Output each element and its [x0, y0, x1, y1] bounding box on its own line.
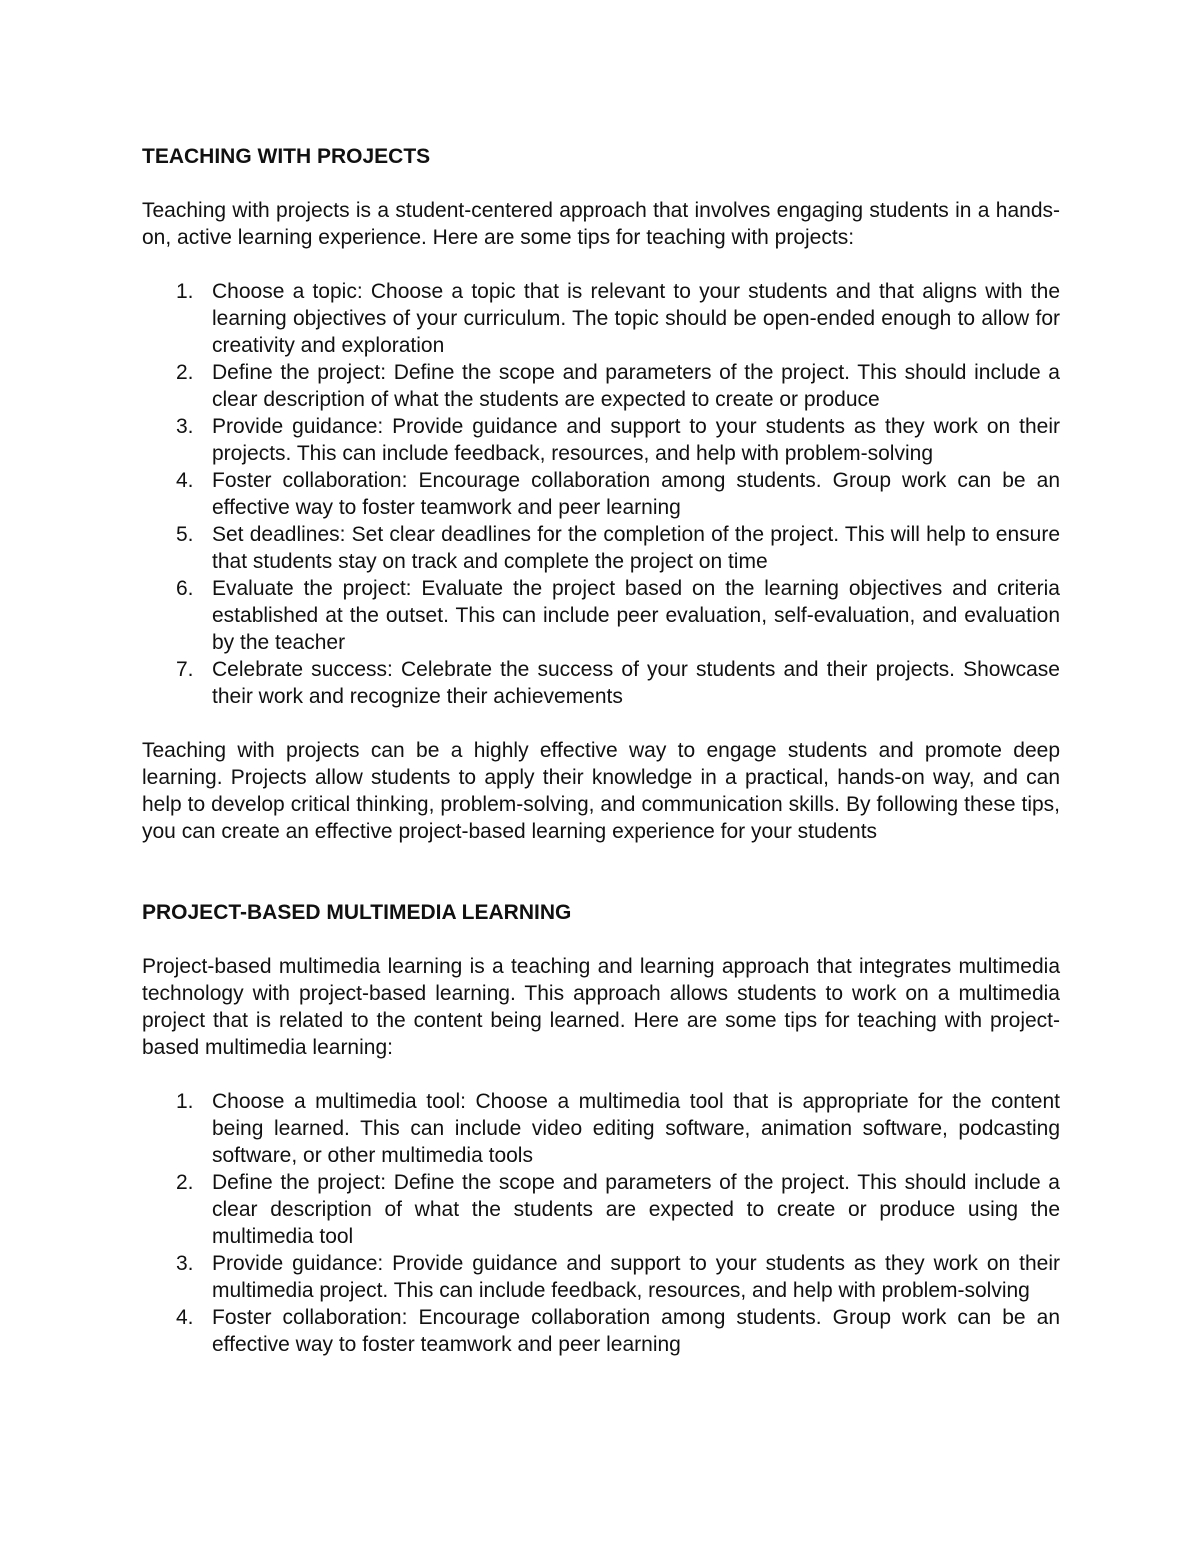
- list-item-number: 5.: [176, 523, 194, 546]
- list-item-text: Define the project: Define the scope and parameters of the project. This should include a clear description of what the students are expected to create or produce using the multimedia tool: [212, 1171, 1060, 1248]
- tips-list-teaching-with-projects: [142, 278, 1060, 710]
- list-item-text: Foster collaboration: Encourage collaboration among students. Group work can be an effective way to foster teamwork and peer learning: [212, 1306, 1060, 1356]
- list-item-number: 6.: [176, 577, 194, 600]
- list-item: [142, 1304, 1060, 1358]
- list-item-number: 1.: [176, 1090, 194, 1113]
- list-item-number: 2.: [176, 1171, 194, 1194]
- list-item-text: Provide guidance: Provide guidance and support to your students as they work on their projects. This can include feedback, resources, and help with problem-solving: [212, 415, 1060, 465]
- list-item-number: 2.: [176, 361, 194, 384]
- list-item: [142, 521, 1060, 575]
- list-item-number: 7.: [176, 658, 194, 681]
- list-item: [142, 467, 1060, 521]
- list-item-text: Evaluate the project: Evaluate the project based on the learning objectives and criteria established at the outset. This can include peer evaluation, self-evaluation, and evaluation by the teacher: [212, 577, 1060, 654]
- list-item: [142, 1169, 1060, 1250]
- section-heading-project-based-multimedia-learning: PROJECT-BASED MULTIMEDIA LEARNING: [142, 901, 572, 924]
- list-item: [142, 1088, 1060, 1169]
- section-intro-paragraph: Project-based multimedia learning is a teaching and learning approach that integrates multimedia technology with project-based learning. This approach allows students to work on a multimedia project that is related to the content being learned. Here are some tips for teaching with project-based multimedia learning:: [142, 955, 1060, 1059]
- list-item: [142, 1250, 1060, 1304]
- list-item-text: Celebrate success: Celebrate the success of your students and their projects. Showcase their work and recognize their achievements: [212, 658, 1060, 708]
- document-page: [142, 143, 1060, 1358]
- section-intro-paragraph: Teaching with projects is a student-centered approach that involves engaging students in a hands-on, active learning experience. Here are some tips for teaching with projects:: [142, 199, 1060, 249]
- list-item-text: Provide guidance: Provide guidance and support to your students as they work on their multimedia project. This can include feedback, resources, and help with problem-solving: [212, 1252, 1060, 1302]
- section-conclusion-paragraph: Teaching with projects can be a highly effective way to engage students and promote deep learning. Projects allow students to apply their knowledge in a practical, hands-on way, and can help to develop critical thinking, problem-solving, and communication skills. By following these tips, you can create an effective project-based learning experience for your students: [142, 739, 1060, 843]
- list-item-text: Choose a multimedia tool: Choose a multimedia tool that is appropriate for the content being learned. This can include video editing software, animation software, podcasting software, or other multimedia tools: [212, 1090, 1060, 1167]
- list-item-text: Set deadlines: Set clear deadlines for the completion of the project. This will help to ensure that students stay on track and complete the project on time: [212, 523, 1060, 573]
- list-item-number: 3.: [176, 1252, 194, 1275]
- list-item-text: Choose a topic: Choose a topic that is relevant to your students and that aligns with the learning objectives of your curriculum. The topic should be open-ended enough to allow for creativity and exploration: [212, 280, 1060, 357]
- list-item-text: Foster collaboration: Encourage collaboration among students. Group work can be an effective way to foster teamwork and peer learning: [212, 469, 1060, 519]
- section-heading-teaching-with-projects: TEACHING WITH PROJECTS: [142, 145, 431, 168]
- list-item-number: 4.: [176, 1306, 194, 1329]
- tips-list-multimedia-learning: [142, 1088, 1060, 1358]
- list-item: [142, 413, 1060, 467]
- list-item-number: 4.: [176, 469, 194, 492]
- list-item-text: Define the project: Define the scope and parameters of the project. This should include a clear description of what the students are expected to create or produce: [212, 361, 1060, 411]
- list-item: [142, 656, 1060, 710]
- list-item: [142, 359, 1060, 413]
- list-item-number: 1.: [176, 280, 194, 303]
- list-item-number: 3.: [176, 415, 194, 438]
- list-item: [142, 575, 1060, 656]
- list-item: [142, 278, 1060, 359]
